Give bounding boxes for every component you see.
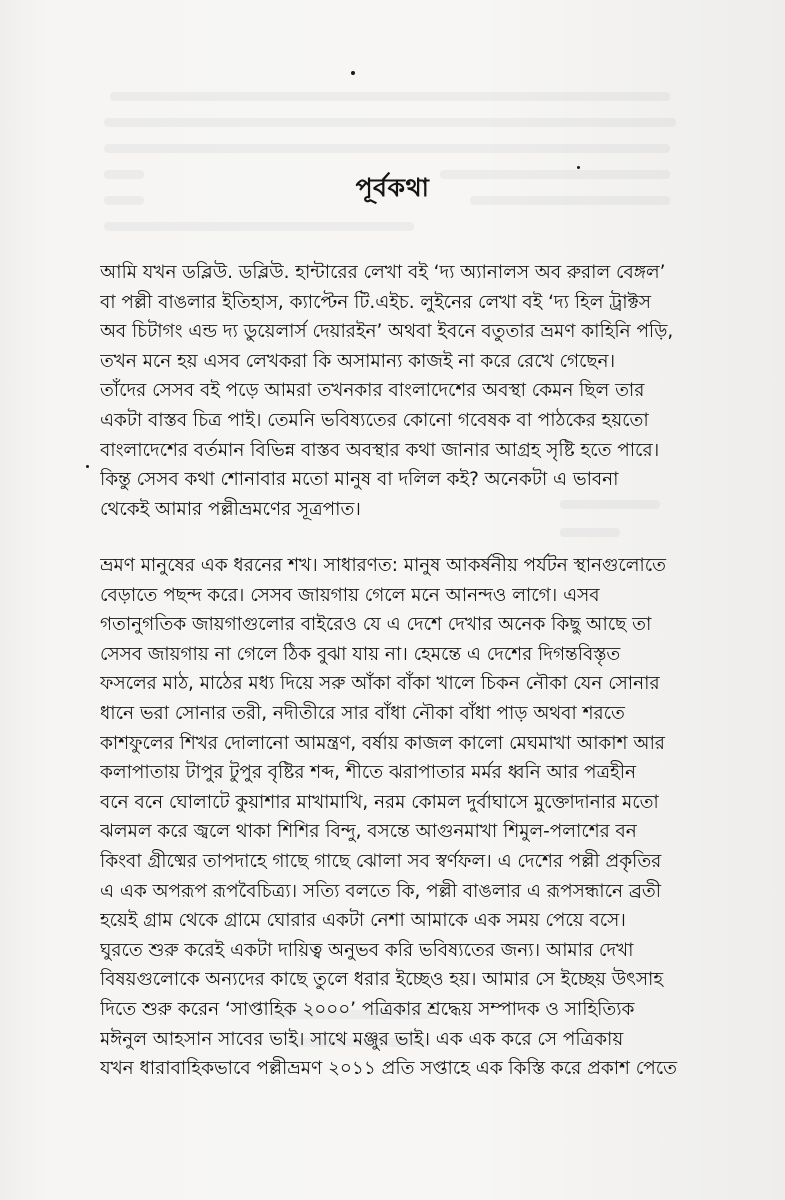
paragraph-1 xyxy=(100,258,722,524)
paragraph-2 xyxy=(100,551,722,1084)
text-line: তাঁদের সেসব বই পড়ে আমরা তখনকার বাংলাদেশের অবস্থা কেমন ছিল তার xyxy=(100,380,645,402)
text-line: তখন মনে হয় এসব লেখকরা কি অসামান্য কাজই না করে রেখে গেছেন। xyxy=(100,350,616,372)
text-line: বেড়াতে পছন্দ করে। সেসব জায়গায় গেলে মনে আনন্দও লাগে। এসব xyxy=(100,584,600,606)
text-line: ঝলমল করে জ্বলে থাকা শিশির বিন্দু, বসন্তে আগুনমাখা শিমুল-পলাশের বন xyxy=(100,821,637,843)
text-line: হয়েই গ্রাম থেকে গ্রামে ঘোরার একটা নেশা আমাকে এক সময় পেয়ে বসে। xyxy=(100,910,626,932)
text-line: কলাপাতায় টাপুর টুপুর বৃষ্টির শব্দ, শীতে ঝরাপাতার মর্মর ধ্বনি আর পত্রহীন xyxy=(100,762,636,784)
text-line: থেকেই আমার পল্লীভ্রমণের সূত্রপাত। xyxy=(100,498,361,520)
text-line: কিংবা গ্রীষ্মের তাপদাহে গাছে গাছে ঝোলা সব স্বর্ণফল। এ দেশের পল্লী প্রকৃতির xyxy=(100,850,662,872)
text-line: যখন ধারাবাহিকভাবে পল্লীভ্রমণ ২০১১ প্রতি সপ্তাহে এক কিস্তি করে প্রকাশ পেতে xyxy=(100,1058,677,1080)
text-line: অব চিটাগং এন্ড দ্য ডুয়েলার্স দেয়ারইন’ অথবা ইবনে বতুতার ভ্রমণ কাহিনি পড়ি, xyxy=(100,321,674,343)
page-mark-dot xyxy=(86,465,89,468)
page-mark-dot xyxy=(351,71,355,75)
text-line: ঘুরতে শুরু করেই একটা দায়িত্ব অনুভব করি ভবিষ্যতের জন্য। আমার দেখা xyxy=(100,939,634,961)
text-line: সেসব জায়গায় না গেলে ঠিক বুঝা যায় না। হেমন্তে এ দেশের দিগন্তবিস্তৃত xyxy=(100,643,621,665)
text-line: ভ্রমণ মানুষের এক ধরনের শখ। সাধারণত: মানুষ আকর্ষনীয় পর্যটন স্থানগুলোতে xyxy=(100,555,666,576)
text-line: বনে বনে ঘোলাটে কুয়াশার মাখামাখি, নরম কোমল দুর্বাঘাসে মুক্তোদানার মতো xyxy=(100,791,659,813)
text-line: একটা বাস্তব চিত্র পাই। তেমনি ভবিষ্যতের কোনো গবেষক বা পাঠকের হয়তো xyxy=(100,409,649,431)
text-line: এ এক অপরূপ রূপবৈচিত্র্য। সত্যি বলতে কি, পল্লী বাঙলার এ রূপসন্ধানে ব্রতী xyxy=(100,880,661,902)
text-line: বাংলাদেশের বর্তমান বিভিন্ন বাস্তব অবস্থার কথা জানার আগ্রহ সৃষ্টি হতে পারে। xyxy=(100,439,660,461)
text-line: গতানুগতিক জায়গাগুলোর বাইরেও যে এ দেশে দেখার অনেক কিছু আছে তা xyxy=(100,614,652,636)
text-line: ধানে ভরা সোনার তরী, নদীতীরে সার বাঁধা নৌকা বাঁধা পাড় অথবা শরতে xyxy=(100,702,625,724)
text-line: দিতে শুরু করেন ‘সাপ্তাহিক ২০০০’ পত্রিকার শ্রদ্ধেয় সম্পাদক ও সাহিত্যিক xyxy=(100,998,635,1020)
text-line: আমি যখন ডব্লিউ. ডব্লিউ. হান্টারের লেখা বই ‘দ্য অ্যানালস অব রুরাল বেঙ্গল’ xyxy=(100,262,666,283)
text-line: বা পল্লী বাঙলার ইতিহাস, ক্যাপ্টেন টি.এইচ. লুইনের লেখা বই ‘দ্য হিল ট্রাক্টস xyxy=(100,291,651,313)
text-line: বিষয়গুলোকে অন্যদের কাছে তুলে ধরার ইচ্ছেও হয়। আমার সে ইচ্ছেয় উৎসাহ xyxy=(100,969,664,991)
text-line: কিন্তু সেসব কথা শোনাবার মতো মানুষ বা দলিল কই? অনেকটা এ ভাবনা xyxy=(100,469,619,491)
chapter-title: পূর্বকথা xyxy=(355,173,430,202)
text-line: কাশফুলের শিখর দোলানো আমন্ত্রণ, বর্ষায় কাজল কালো মেঘমাখা আকাশ আর xyxy=(100,732,665,754)
text-line: মঈনুল আহসান সাবের ভাই। সাথে মঞ্জুর ভাই। এক এক করে সে পত্রিকায় xyxy=(100,1028,624,1050)
text-line: ফসলের মাঠ, মাঠের মধ্য দিয়ে সরু আঁকা বাঁকা খালে চিকন নৌকা যেন সোনার xyxy=(100,673,660,695)
